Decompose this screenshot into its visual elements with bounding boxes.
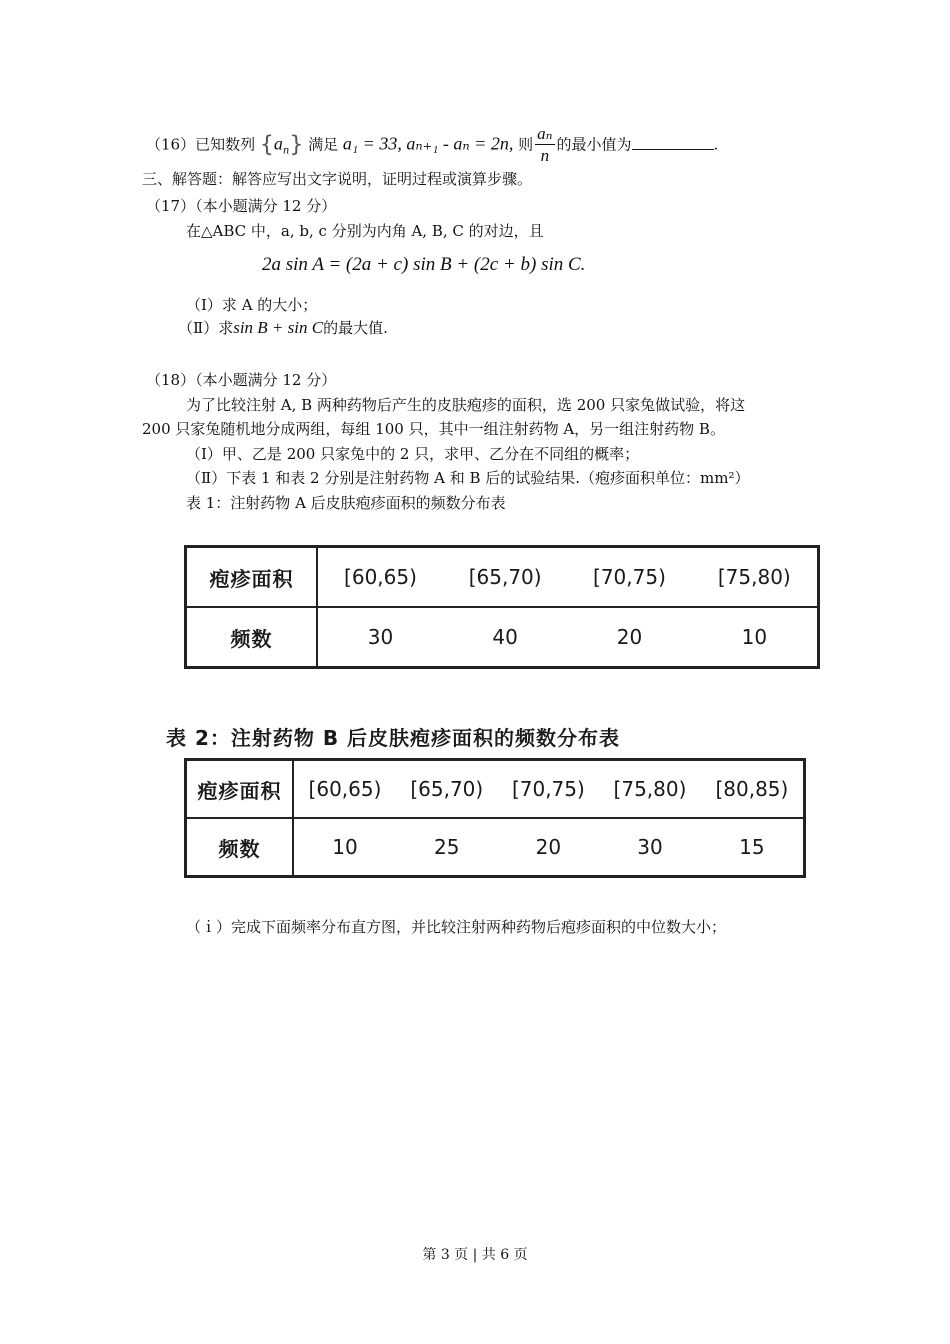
table-2-interval: [75,80)	[599, 760, 701, 819]
right-brace-icon: }	[289, 132, 304, 158]
table-2-freq: 15	[739, 835, 765, 859]
table-1-title: 表 1：注射药物 A 后皮肤疱疹面积的频数分布表	[186, 494, 506, 512]
table-row	[186, 760, 805, 819]
table-2-freq: 30	[637, 835, 663, 859]
table-row	[186, 818, 805, 877]
table-2-freq: 20	[535, 835, 562, 859]
q18-sub-i: （ｉ）完成下面频率分布直方图，并比较注射两种药物后疱疹面积的中位数大小；	[186, 918, 727, 936]
section-3-heading: 三、解答题：解答应写出文字说明，证明过程或演算步骤。	[142, 170, 533, 188]
q16-text-3: 则	[518, 135, 534, 154]
q16-fraction-denominator: n	[540, 146, 550, 165]
table-2-row-header-freq: 频数	[186, 818, 294, 877]
table-2-freq: 10	[332, 835, 358, 859]
table-1-interval: [75,80)	[692, 547, 819, 608]
q16-text-4: 的最小值为	[556, 135, 632, 154]
q16-fraction	[535, 124, 554, 167]
q18-part-1: （Ⅰ）甲、乙是 200 只家兔中的 2 只，求甲、乙分在不同组的概率；	[186, 445, 640, 463]
page-footer: 第 3 页 | 共 6 页	[422, 1247, 528, 1263]
q17-part-2-suffix: 的最大值.	[323, 319, 388, 337]
table-1-interval: [60,65)	[317, 547, 443, 608]
q16-condition: a₁ = 33, aₙ₊₁ - aₙ = 2n,	[342, 133, 514, 154]
answer-blank	[632, 135, 714, 150]
q18-paragraph-1: 为了比较注射 A, B 两种药物后产生的皮肤疱疹的面积，选 200 只家兔做试验，将这	[186, 396, 746, 414]
q16-seq-a: a	[273, 133, 283, 154]
q18-paragraph-2: 200 只家兔随机地分成两组，每组 100 只，其中一组注射药物 A，另一组注射药物 B。	[142, 420, 725, 438]
table-2-interval: [80,85)	[701, 760, 805, 819]
q16-text-2: 满足	[308, 135, 339, 154]
q16-text-5: .	[713, 135, 719, 154]
q16-number: （16）	[146, 135, 196, 154]
table-1-row-header-freq: 频数	[186, 607, 318, 668]
q17-part-2-prefix: （Ⅱ）求	[178, 319, 234, 337]
table-row	[186, 607, 819, 668]
table-2-interval: [65,70)	[396, 760, 498, 819]
table-2-interval: [70,75)	[498, 760, 600, 819]
table-1-freq: 30	[367, 625, 394, 649]
q17-part-1: （Ⅰ）求 A 的大小；	[186, 296, 318, 314]
left-brace-icon: {	[259, 132, 274, 158]
table-1-interval: [65,70)	[443, 547, 567, 608]
table-2-title: 表 2：注射药物 B 后皮肤疱疹面积的频数分布表	[166, 726, 621, 750]
table-1-freq: 40	[492, 625, 518, 649]
q17-part-2-expression: sin B + sin C	[233, 318, 324, 337]
table-1-freq: 20	[616, 625, 643, 649]
q17-part-2	[178, 317, 388, 338]
q17-header: （17）（本小题满分 12 分）	[146, 197, 337, 215]
table-1-interval: [70,75)	[567, 547, 691, 608]
q17-equation: 2a sin A = (2a + c) sin B + (2c + b) sin C.	[262, 254, 586, 275]
q16-seq-n: n	[282, 145, 290, 157]
table-2-interval: [60,65)	[293, 760, 396, 819]
table-1-row-header-area: 疱疹面积	[186, 547, 318, 608]
q16-fraction-numerator: aₙ	[537, 124, 553, 143]
table-2	[184, 758, 806, 878]
question-16	[146, 124, 718, 168]
table-2-row-header-area: 疱疹面积	[186, 760, 294, 819]
q17-line-1: 在△ABC 中，a, b, c 分别为内角 A, B, C 的对边，且	[186, 222, 544, 240]
q18-header: （18）（本小题满分 12 分）	[146, 371, 337, 389]
table-2-freq: 25	[434, 835, 460, 859]
q18-part-2: （Ⅱ）下表 1 和表 2 分别是注射药物 A 和 B 后的试验结果.（疱疹面积单位：mm²）	[186, 469, 750, 487]
table-1	[184, 545, 820, 669]
table-1-freq: 10	[741, 625, 768, 649]
q16-text-1: 已知数列	[195, 135, 256, 154]
table-row	[186, 547, 819, 608]
